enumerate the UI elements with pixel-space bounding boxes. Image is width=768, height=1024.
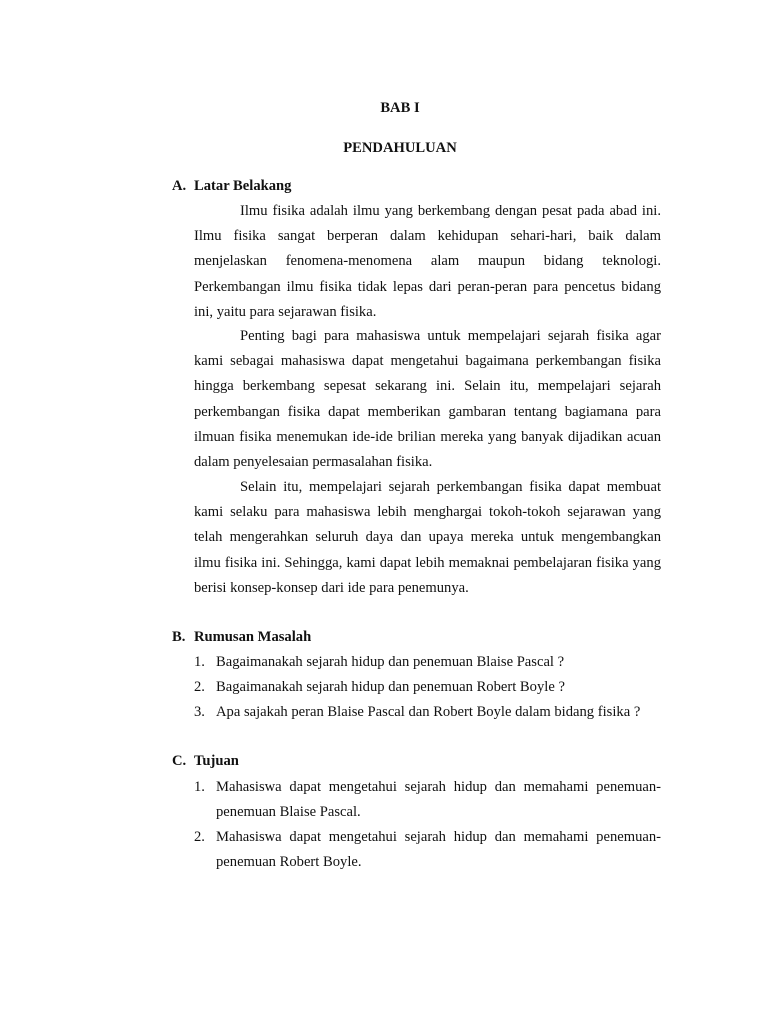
list-item xyxy=(194,650,661,675)
list-item-text: Apa sajakah peran Blaise Pascal dan Robert Boyle dalam bidang fisika ? xyxy=(216,704,641,720)
list-item xyxy=(194,775,661,825)
paragraph-2: Penting bagi para mahasiswa untuk mempelajari sejarah fisika agar kami sebagai mahasiswa dapat mengetahui bagaimana perkembangan fisika hingga berkembang sepesat sekarang ini. Selain itu, mempelajari sejarah perkembangan fisika dapat memberikan gambaran tentang bagiamana para ilmuan fisika menemukan ide-ide brilian mereka yang banyak dijadikan acuan dalam penyelesaian permasalahan fisika. xyxy=(194,328,661,471)
chapter-title: BAB I xyxy=(380,100,420,116)
section-b-letter: B. xyxy=(172,629,186,645)
list-item-number: 1. xyxy=(194,779,205,795)
list-item-text: Bagaimanakah sejarah hidup dan penemuan Blaise Pascal ? xyxy=(216,654,565,670)
list-item xyxy=(194,700,661,725)
list-item-number: 3. xyxy=(194,704,205,720)
paragraph-3: Selain itu, mempelajari sejarah perkembangan fisika dapat membuat kami selaku para mahasiswa lebih menghargai tokoh-tokoh sejarawan yang telah mengerahkan seluruh daya dan upaya mereka untuk mengembangkan ilmu fisika ini. Sehingga, kami dapat lebih memaknai pembelajaran fisika yang berisi konsep-konsep dari ide para penemunya. xyxy=(194,479,661,596)
section-c-heading xyxy=(172,753,239,770)
list-item-number: 2. xyxy=(194,679,205,695)
list-item-text: Mahasiswa dapat mengetahui sejarah hidup dan memahami penemuan-penemuan Robert Boyle. xyxy=(216,829,661,870)
section-c-letter: C. xyxy=(172,753,187,769)
list-item-text: Bagaimanakah sejarah hidup dan penemuan Robert Boyle ? xyxy=(216,679,565,695)
section-a-letter: A. xyxy=(172,178,187,194)
rumusan-masalah-list xyxy=(194,650,661,725)
chapter-subtitle: PENDAHULUAN xyxy=(343,140,457,156)
section-a-title: Latar Belakang xyxy=(194,178,292,194)
tujuan-list xyxy=(194,775,661,875)
paragraph-1: Ilmu fisika adalah ilmu yang berkembang dengan pesat pada abad ini. Ilmu fisika sangat berperan dalam kehidupan sehari-hari, baik dalam menjelaskan fenomena-menomena alam maupun bidang teknologi. Perkembangan ilmu fisika tidak lepas dari peran-peran para pencetus bidang ini, yaitu para sejarawan fisika. xyxy=(194,203,661,320)
list-item xyxy=(194,675,661,700)
section-a-heading xyxy=(172,178,291,195)
list-item-text: Mahasiswa dapat mengetahui sejarah hidup dan memahami penemuan-penemuan Blaise Pascal. xyxy=(216,779,661,820)
section-b-heading xyxy=(172,629,311,646)
list-item xyxy=(194,825,661,875)
section-c-title: Tujuan xyxy=(194,753,239,769)
section-b-title: Rumusan Masalah xyxy=(194,629,312,645)
list-item-number: 2. xyxy=(194,829,205,845)
list-item-number: 1. xyxy=(194,654,205,670)
